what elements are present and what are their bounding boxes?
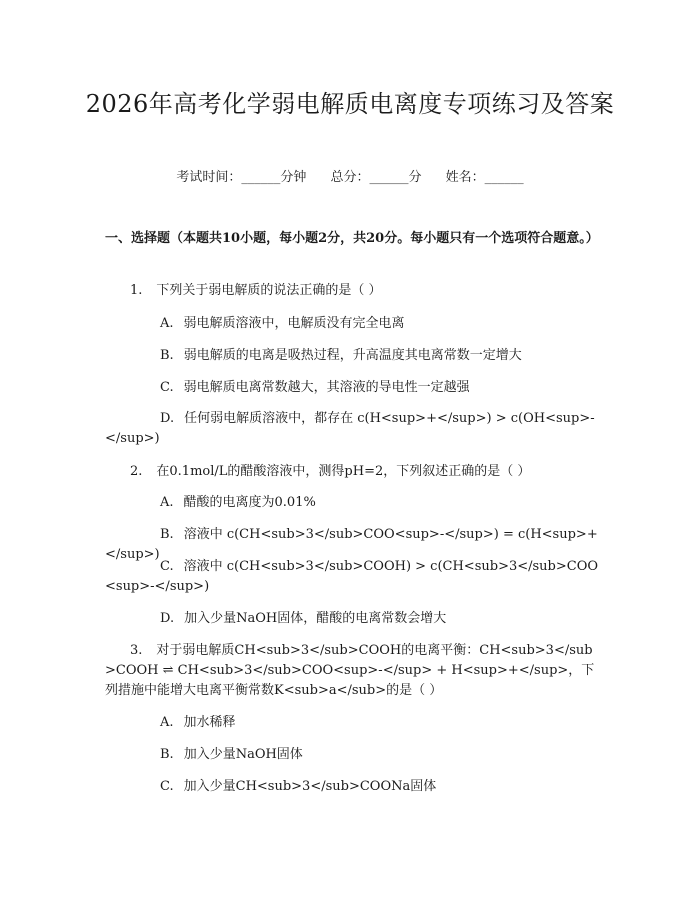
question-text: 在0.1mol/L的醋酸溶液中，测得pH=2，下列叙述正确的是（ ） [156,464,531,479]
option-text: 弱电解质溶液中，电解质没有完全电离 [183,316,405,331]
option-text: 加水稀释 [183,715,236,730]
option-label: B. [160,348,174,363]
option-text: 加入少量NaOH固体，醋酸的电离常数会增大 [184,611,447,626]
option-label: B. [160,527,174,542]
option-1d [105,409,600,449]
option-2a [105,493,600,513]
option-label: C. [160,559,174,574]
option-label: B. [160,747,174,762]
option-text: 弱电解质的电离是吸热过程，升高温度其电离常数一定增大 [183,348,522,363]
question-2 [105,462,600,482]
option-text: 加入少量NaOH固体 [183,747,303,762]
question-number: 3. [130,643,143,658]
option-label: A. [160,715,174,730]
exam-time: 考试时间：______分钟 [176,170,307,185]
option-label: C. [160,380,174,395]
exam-score: 总分：______分 [330,170,422,185]
question-1 [105,281,600,301]
option-1c [105,378,600,398]
option-1b [105,346,600,366]
option-text: 溶液中 c(CH<sub>3</sub>COOH) > c(CH<sub>3</sub>COO<sup>-</sup>) [105,559,599,594]
option-text: 醋酸的电离度为0.01% [183,495,316,510]
option-label: A. [160,495,174,510]
question-number: 2. [130,464,143,479]
document-title: 2026年高考化学弱电解质电离度专项练习及答案 [85,90,615,118]
question-number: 1. [130,283,143,298]
option-2c [105,557,600,597]
option-1a [105,314,600,334]
option-label: D. [160,411,175,426]
option-text: 溶液中 c(CH<sub>3</sub>COO<sup>-</sup>) = c(H<sup>+</sup>) [105,527,598,562]
option-2d [105,609,600,629]
option-3a [105,713,600,733]
question-3 [105,641,600,701]
option-label: D. [160,611,175,626]
option-text: 任何弱电解质溶液中，都存在 c(H<sup>+</sup>) > c(OH<sup>-</sup>) [105,411,595,446]
option-text: 弱电解质电离常数越大，其溶液的导电性一定越强 [183,380,470,395]
option-label: A. [160,316,174,331]
option-3c [105,777,600,797]
question-text: 下列关于弱电解质的说法正确的是（ ） [156,283,382,298]
exam-name: 姓名：______ [445,170,524,185]
section-heading: 一、选择题（本题共10小题，每小题2分，共20分。每小题只有一个选项符合题意。） [105,231,599,246]
option-label: C. [160,779,174,794]
option-text: 加入少量CH<sub>3</sub>COONa固体 [183,779,437,794]
question-text: 对于弱电解质CH<sub>3</sub>COOH的电离平衡：CH<sub>3</sub>COOH ⇌ CH<sub>3</sub>COO<sup>-</sup> + H<sup>+</sup>，下列措施中能增大电离平衡常数K<sub>a</sub>的是（ ） [105,643,595,698]
option-3b [105,745,600,765]
exam-info [0,170,700,186]
